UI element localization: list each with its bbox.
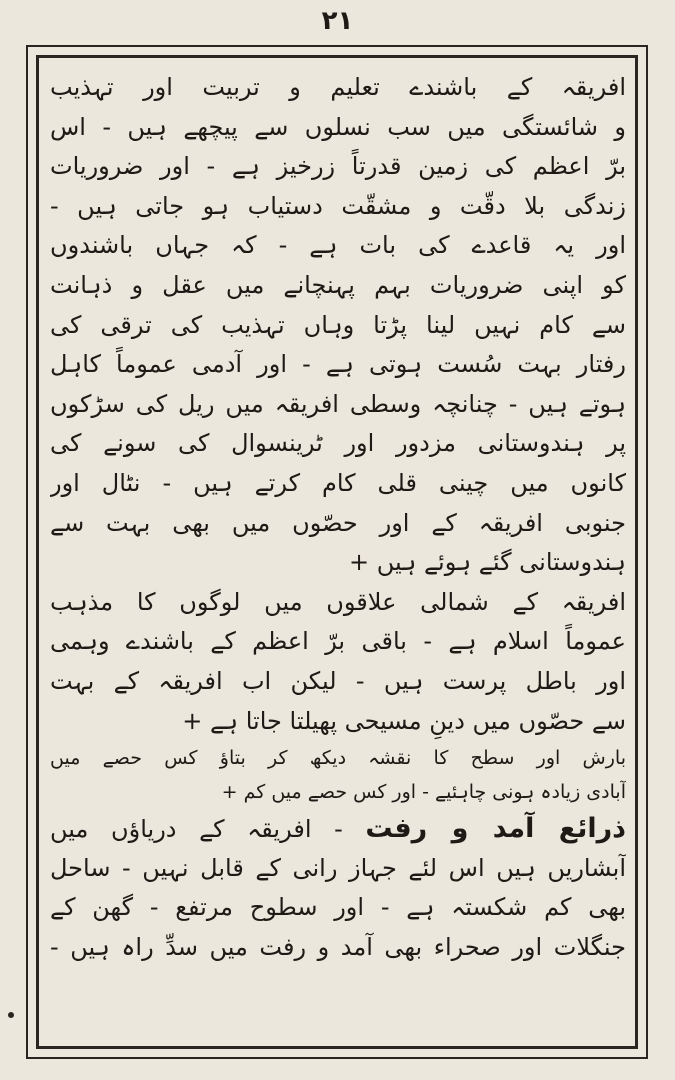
text-line: جنوبی افریقہ کے اور حصّوں میں بھی بہت سے [50, 508, 626, 537]
question-line: آبادی زیادہ ہونی چاہئیے - اور کس حصے میں کم + [221, 781, 626, 804]
page-text [50, 68, 626, 1038]
text-line: بھی کم شکستہ ہے - اور سطوح مرتفع - گھن کے [50, 893, 626, 922]
text-line: کانوں میں چینی قلی کام کرتے ہیں - نٹال اور [50, 468, 626, 497]
text-line: کو اپنی ضروریات بہم پہنچانے میں عقل و ذہانت [50, 270, 626, 299]
text-line: و شائستگی میں سب نسلوں سے پیچھے ہیں - اس [50, 112, 626, 141]
section-first-line [50, 809, 626, 849]
text-line: اور یہ قاعدے کی بات ہے - کہ جہاں باشندوں [50, 231, 626, 260]
section-heading: ذرائع آمد و رفت [365, 813, 626, 845]
text-line: عموماً اسلام ہے - باقی برّ اعظم کے باشندے وہمی [50, 627, 626, 656]
text-line: افریقہ کے باشندے تعلیم و تربیت اور تہذیب [50, 73, 626, 101]
text-line: رفتار بہت سُست ہوتی ہے - اور آدمی عموماً کاہل [50, 350, 626, 379]
text-line: افریقہ کے شمالی علاقوں میں لوگوں کا مذہب [50, 587, 626, 616]
page-number: ۲۱ [321, 6, 354, 36]
margin-dot [8, 1012, 14, 1018]
text-line: سے حصّوں میں دینِ مسیحی پھیلتا جاتا ہے + [182, 706, 626, 735]
text-line: اور باطل پرست ہیں - لیکن اب افریقہ کے بہت [50, 666, 626, 695]
text-line: برّ اعظم کی زمین قدرتاً زرخیز ہے - اور ضروریات [50, 152, 626, 181]
section-first-line-rest: - افریقہ کے دریاؤں میں [50, 815, 343, 844]
text-line: آبشاریں ہیں اس لئے جہاز رانی کے قابل نہیں - ساحل [50, 853, 626, 882]
question-line: بارش اور سطح کا نقشہ دیکھ کر بتاؤ کس حصے میں [50, 747, 626, 770]
text-line: سے کام نہیں لینا پڑتا وہاں تہذیب کی ترقی کی [50, 310, 626, 339]
text-line: ہوتے ہیں - چنانچہ وسطی افریقہ میں ریل کی سڑکوں [50, 389, 626, 418]
text-line: ہندوستانی گئے ہوئے ہیں + [349, 548, 626, 577]
text-line: زندگی بلا دقّت و مشقّت دستیاب ہو جاتی ہیں - [50, 191, 626, 220]
text-line: پر ہندوستانی مزدور اور ٹرینسوال کی سونے کی [50, 429, 626, 458]
text-line: جنگلات اور صحراء بھی آمد و رفت میں سدِّ راہ ہیں - [50, 932, 626, 961]
